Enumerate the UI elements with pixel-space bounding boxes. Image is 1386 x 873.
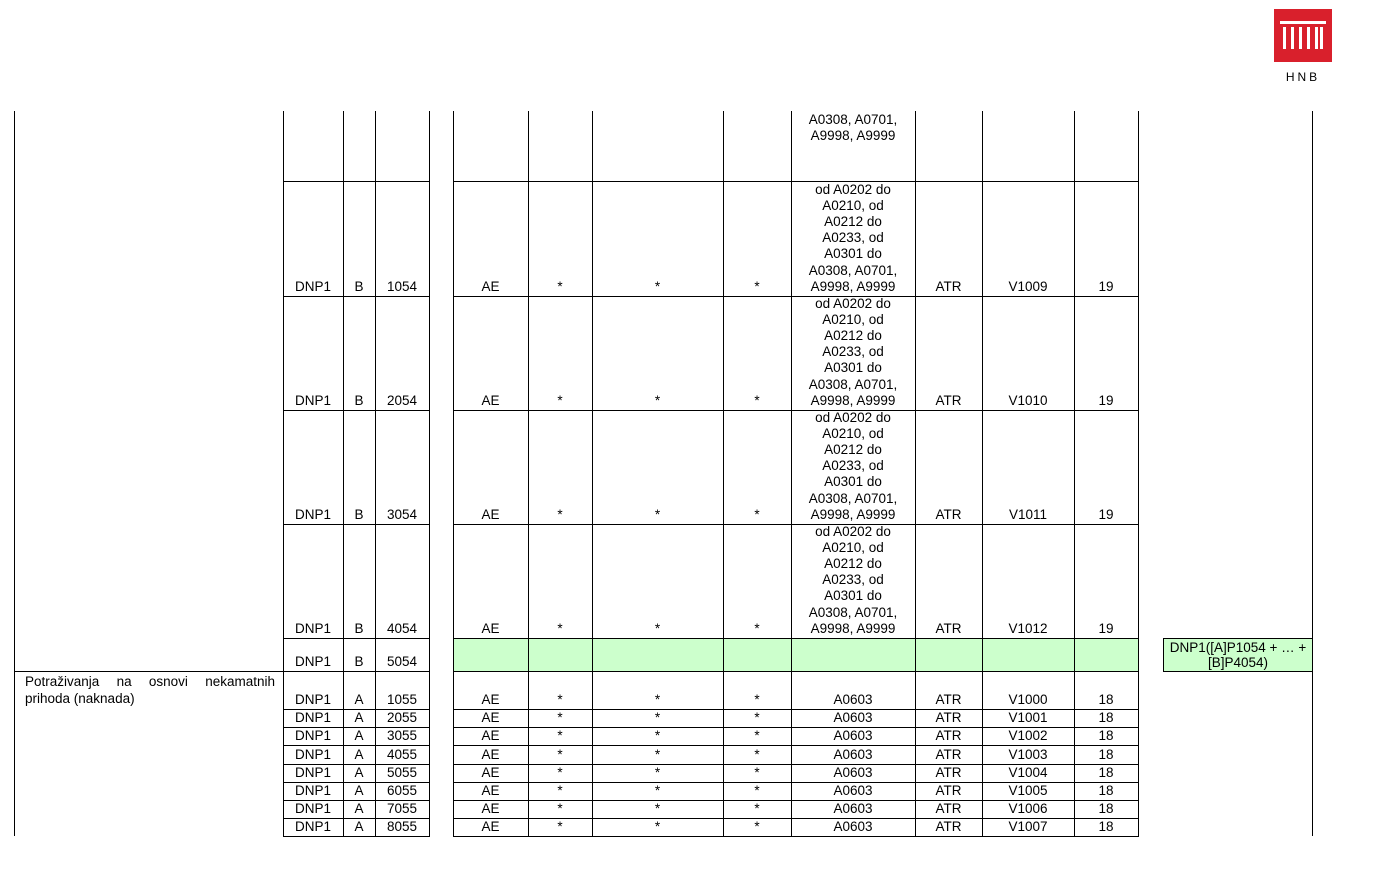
table-cell-col-num: 5055 (386, 764, 418, 780)
table-cell-col-vcode: V1005 (1008, 782, 1048, 798)
group-separator (14, 671, 283, 672)
table-cell-col-star1: * (557, 709, 563, 725)
table-cell-col-type: A (354, 818, 364, 834)
table-cell-col-type: B (354, 653, 364, 669)
table-cell-col-star2: * (654, 782, 661, 798)
table-cell-col-star1: * (557, 800, 563, 816)
table-cell-col-num: 4054 (386, 620, 418, 636)
table-cell-col-star1: * (557, 691, 563, 707)
table-cell-col-code: DNP1 (294, 746, 331, 762)
table-cell-col-type: A (354, 691, 364, 707)
table-cell-col-star1: * (557, 727, 563, 743)
table-cell-col-ae: AE (481, 782, 500, 798)
table-cell-col-range: A0603 (833, 764, 873, 780)
table-cell-col-vcode: V1011 (1008, 506, 1048, 522)
table-cell-col-star2: * (654, 727, 661, 743)
table-cell-col-atr: ATR (935, 782, 962, 798)
table-cell-col-vcode: V1002 (1008, 727, 1048, 743)
table-cell-col-atr: ATR (935, 691, 962, 707)
table-cell-col-type: B (354, 392, 364, 408)
table-cell-col-num: 5054 (386, 653, 418, 669)
table-cell-col-star3: * (754, 818, 760, 834)
table-cell-col-num: 4055 (386, 746, 418, 762)
table-cell-col-level: 19 (1098, 506, 1114, 522)
table-cell-col-vcode: V1010 (1008, 392, 1048, 408)
table-cell-col-code: DNP1 (294, 764, 331, 780)
table-cell-col-vcode: V1009 (1008, 278, 1048, 294)
table-cell-col-star2: * (654, 392, 661, 408)
table-cell-col-star1: * (557, 392, 563, 408)
table-cell-col-star1 (528, 638, 592, 671)
table-cell-col-level: 18 (1098, 782, 1114, 798)
table-cell-col-ae (453, 638, 528, 671)
table-cell-col-star1: * (557, 278, 563, 294)
table-cell-col-range: A0603 (833, 782, 873, 798)
table-cell-col-star1: * (557, 620, 563, 636)
table-cell-col-star2: * (654, 278, 661, 294)
table-cell-col-atr (915, 638, 982, 671)
table-cell-col-ae: AE (481, 746, 500, 762)
grid-hline (453, 836, 1139, 837)
table-cell-col-star3 (723, 638, 791, 671)
table-cell-col-star1: * (557, 506, 563, 522)
table-cell-col-level: 18 (1098, 746, 1114, 762)
table-cell-col-type: A (354, 709, 364, 725)
table-cell-col-num: 1054 (386, 278, 418, 294)
table-cell-col-range: A0603 (833, 818, 873, 834)
table-cell-col-type: A (354, 746, 364, 762)
frame-left-line (14, 111, 15, 836)
table-cell-col-ae: AE (481, 818, 500, 834)
logo-text: HNB (1285, 70, 1321, 84)
table-cell-col-atr: ATR (935, 727, 962, 743)
table-cell-col-star2: * (654, 620, 661, 636)
table-cell-col-ae: AE (481, 278, 500, 294)
grid-hline (283, 836, 430, 837)
table-cell-col-vcode (982, 111, 1074, 181)
table-cell-col-code: DNP1 (294, 506, 331, 522)
table-cell-col-ae: AE (481, 506, 500, 522)
table-cell-col-ae: AE (481, 620, 500, 636)
table-cell-col-atr: ATR (935, 764, 962, 780)
table-cell-col-code: DNP1 (294, 782, 331, 798)
table-cell-col-star1 (528, 111, 592, 181)
table-cell-col-code: DNP1 (294, 392, 331, 408)
table-cell-col-num (375, 111, 429, 181)
table-cell-col-star2: * (654, 764, 661, 780)
table-cell-col-star1: * (557, 764, 563, 780)
table-cell-col-code: DNP1 (294, 653, 331, 669)
table-cell-col-star1: * (557, 746, 563, 762)
table-cell-col-star1: * (557, 818, 563, 834)
table-cell-col-ae: AE (481, 764, 500, 780)
table-cell-col-level: 18 (1098, 691, 1114, 707)
table-cell-col-star3: * (754, 782, 760, 798)
table-cell-col-vcode: V1001 (1008, 709, 1048, 725)
table-cell-col-ae: AE (481, 392, 500, 408)
table-cell-col-range: A0603 (833, 709, 873, 725)
table-cell-col-level (1074, 638, 1138, 671)
table-cell-col-vcode: V1004 (1008, 764, 1048, 780)
table-cell-col-code: DNP1 (294, 818, 331, 834)
table-cell-col-vcode: V1012 (1008, 620, 1048, 636)
table-cell-col-star3: * (754, 392, 760, 408)
table-cell-col-level: 19 (1098, 620, 1114, 636)
table-cell-col-star2: * (654, 506, 661, 522)
table-cell-col-vcode: V1007 (1008, 818, 1048, 834)
table-cell-col-star2: * (654, 746, 661, 762)
table-cell-col-range: od A0202 do A0210, od A0212 do A0233, od A0301 do A0308, A0701, A9998, A9999 (808, 409, 898, 522)
table-cell-col-level: 19 (1098, 392, 1114, 408)
formula-border-bottom (1163, 671, 1313, 672)
table-cell-col-range: od A0202 do A0210, od A0212 do A0233, od A0301 do A0308, A0701, A9998, A9999 (808, 181, 898, 294)
frame-right-line (1312, 111, 1313, 836)
table-cell-col-code: DNP1 (294, 800, 331, 816)
table-cell-col-star1: * (557, 782, 563, 798)
table-cell-col-level: 18 (1098, 764, 1114, 780)
table-cell-col-vcode: V1006 (1008, 800, 1048, 816)
table-cell-col-range: A0308, A0701, A9998, A9999 (808, 112, 898, 144)
table-cell-col-level (1074, 111, 1138, 181)
table-cell-col-star3: * (754, 691, 760, 707)
table-cell-col-num: 2055 (386, 709, 418, 725)
table-cell-col-level: 18 (1098, 818, 1114, 834)
table-cell-col-atr: ATR (935, 392, 962, 408)
table-cell-col-atr: ATR (935, 620, 962, 636)
table-cell-col-star3: * (754, 764, 760, 780)
table-cell-col-star2: * (654, 800, 661, 816)
table-cell-col-level: 19 (1098, 278, 1114, 294)
table-cell-col-num: 3055 (386, 727, 418, 743)
table-cell-col-num: 1055 (386, 691, 418, 707)
table-cell-col-star3 (723, 111, 791, 181)
table-cell-col-level: 18 (1098, 727, 1114, 743)
table-cell-col-star3: * (754, 800, 760, 816)
table-cell-col-ae: AE (481, 800, 500, 816)
table-cell-col-star3: * (754, 506, 760, 522)
table-cell-col-range: od A0202 do A0210, od A0212 do A0233, od A0301 do A0308, A0701, A9998, A9999 (808, 523, 898, 636)
table-cell-col-code: DNP1 (294, 727, 331, 743)
table-cell-col-code: DNP1 (294, 691, 331, 707)
table-cell-col-atr: ATR (935, 800, 962, 816)
table-cell-col-num: 6055 (386, 782, 418, 798)
table-cell-col-star3: * (754, 620, 760, 636)
table-cell-col-ae: AE (481, 727, 500, 743)
table-cell-col-star3: * (754, 727, 760, 743)
table-cell-col-level: 18 (1098, 709, 1114, 725)
table-cell-col-atr: ATR (935, 709, 962, 725)
table-cell-col-type: B (354, 278, 364, 294)
table-cell-col-range: od A0202 do A0210, od A0212 do A0233, od A0301 do A0308, A0701, A9998, A9999 (808, 295, 898, 408)
table-cell-col-type (343, 111, 375, 181)
table-cell-col-code (283, 111, 343, 181)
table-cell-col-ae: AE (481, 709, 500, 725)
table-cell-col-atr: ATR (935, 506, 962, 522)
table-cell-col-num: 7055 (386, 800, 418, 816)
table-cell-col-type: B (354, 620, 364, 636)
table-cell-col-level: 18 (1098, 800, 1114, 816)
table-cell-col-atr: ATR (935, 278, 962, 294)
table-cell-col-atr (915, 111, 982, 181)
table-cell-col-vcode: V1003 (1008, 746, 1048, 762)
table-cell-col-range (791, 638, 915, 671)
table-cell-col-star3: * (754, 278, 760, 294)
table-cell-col-type: A (354, 782, 364, 798)
table-cell-col-num: 3054 (386, 506, 418, 522)
table-cell-col-vcode: V1000 (1008, 691, 1048, 707)
row-group-description: Potraživanja na osnovi nekamatnih prihoda (naknada) (25, 674, 275, 706)
table-cell-col-vcode (982, 638, 1074, 671)
table-cell-col-code: DNP1 (294, 278, 331, 294)
table-cell-col-code: DNP1 (294, 709, 331, 725)
table-cell-col-range: A0603 (833, 746, 873, 762)
table-cell-col-atr: ATR (935, 746, 962, 762)
table-cell-col-ae: AE (481, 691, 500, 707)
table-cell-col-star2 (592, 111, 723, 181)
table-cell-col-range: A0603 (833, 800, 873, 816)
table-cell-col-type: B (354, 506, 364, 522)
table-cell-col-num: 8055 (386, 818, 418, 834)
formula-box: DNP1([A]P1054 + … + [B]P4054) (1169, 639, 1307, 670)
table-cell-col-star2: * (654, 818, 661, 834)
table-cell-col-type: A (354, 800, 364, 816)
table-cell-col-star2: * (654, 709, 661, 725)
table-cell-col-star2: * (654, 691, 661, 707)
table-cell-col-num: 2054 (386, 392, 418, 408)
table-cell-col-range: A0603 (833, 727, 873, 743)
table-cell-col-star3: * (754, 709, 760, 725)
table-cell-col-type: A (354, 727, 364, 743)
table-cell-col-code: DNP1 (294, 620, 331, 636)
table-cell-col-star2 (592, 638, 723, 671)
table-cell-col-star3: * (754, 746, 760, 762)
table-cell-col-type: A (354, 764, 364, 780)
table-cell-col-ae (453, 111, 528, 181)
table-cell-col-atr: ATR (935, 818, 962, 834)
table-cell-col-range: A0603 (833, 691, 873, 707)
